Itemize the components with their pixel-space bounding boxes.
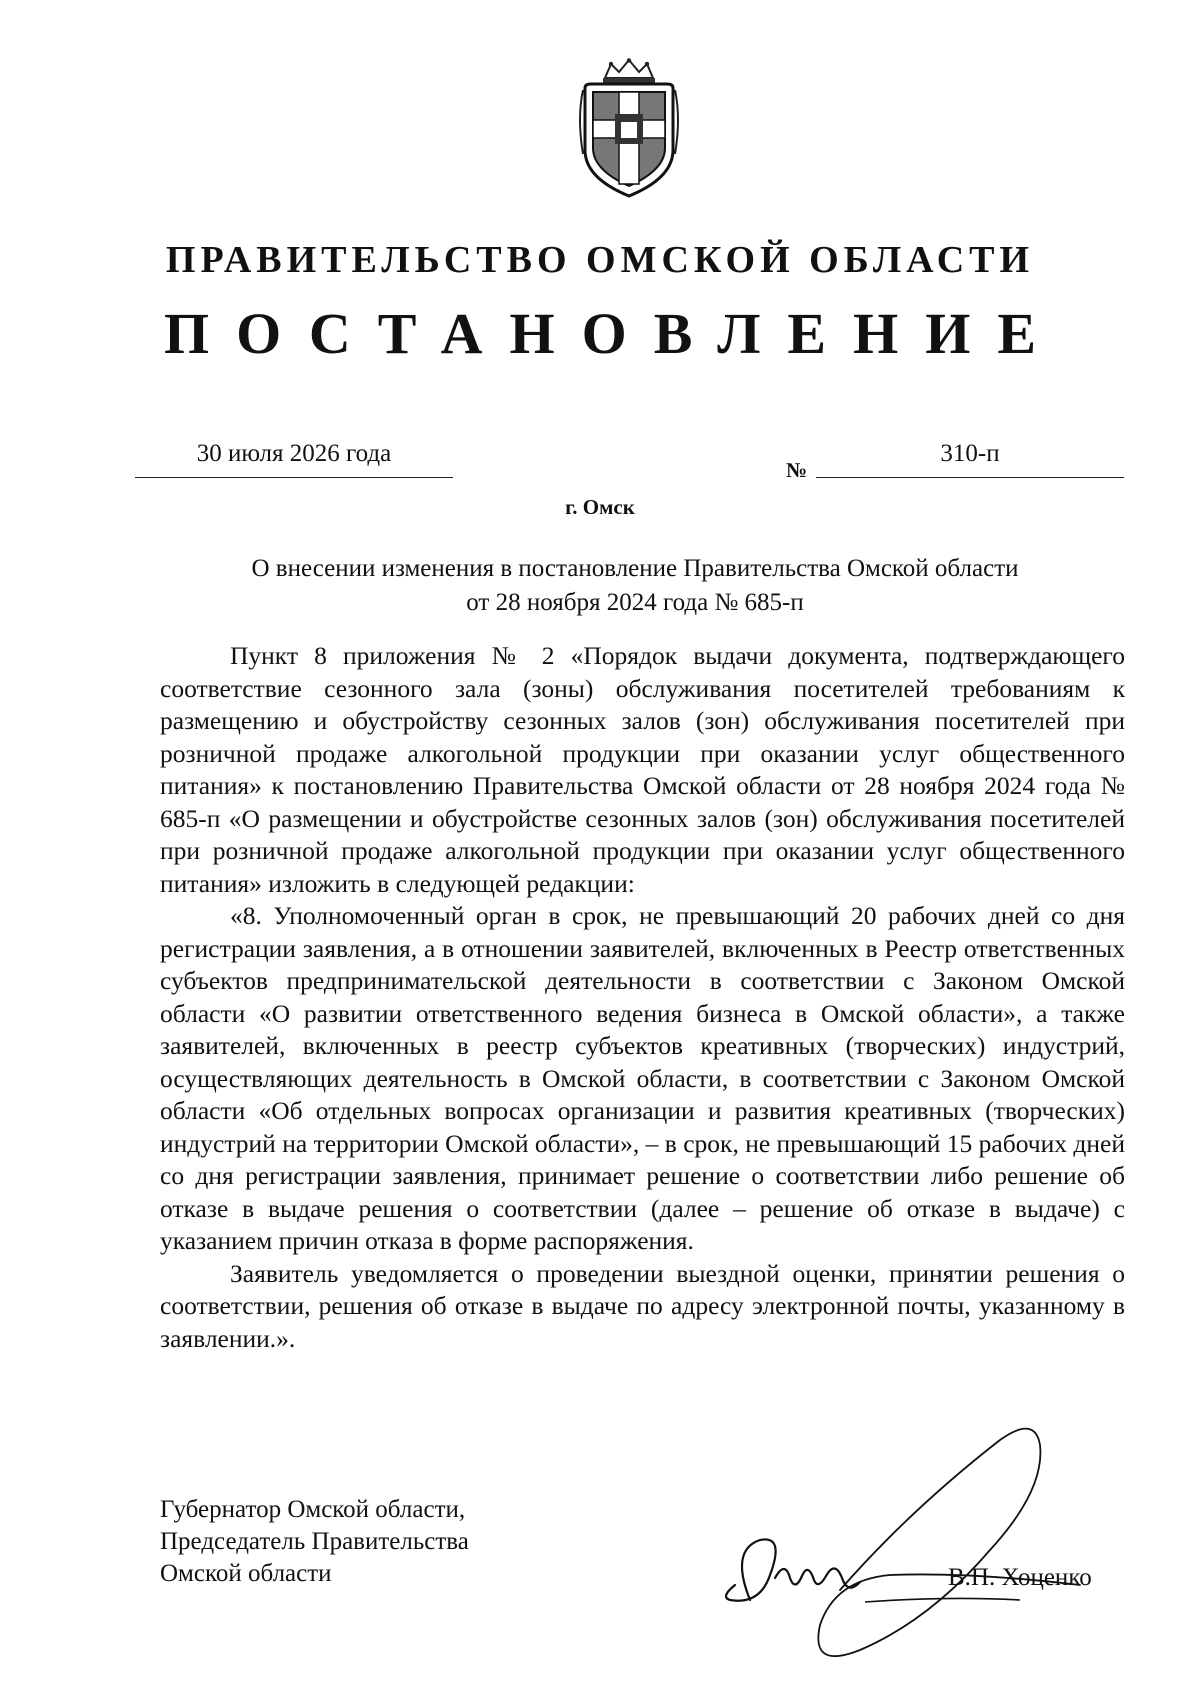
position-line: Омской области	[160, 1560, 332, 1587]
organization-title: ПРАВИТЕЛЬСТВО ОМСКОЙ ОБЛАСТИ	[165, 239, 1035, 281]
document-date: 30 июля 2026 года	[196, 440, 392, 467]
body-paragraph: Заявитель уведомляется о проведении выездной оценки, принятии решения о соответствии, решения об отказе в выдаче по адресу электронной почты, указанному в заявлении.».	[160, 1258, 1125, 1353]
handwritten-signature-icon	[690, 1400, 1100, 1680]
signer-name: В.П. Хоценко	[948, 1564, 1092, 1591]
position-line: Губернатор Омской области,	[160, 1496, 466, 1523]
subject-line: от 28 ноября 2024 года № 685-п	[466, 589, 804, 616]
subject-line: О внесении изменения в постановление Правительства Омской области	[251, 555, 1019, 582]
document-body	[160, 640, 1125, 1355]
document-subject	[160, 552, 1110, 620]
document-number: 310-п	[940, 440, 1000, 467]
coat-of-arms-icon	[575, 58, 683, 200]
number-label: №	[786, 458, 808, 482]
number-underline	[816, 477, 1124, 478]
position-line: Председатель Правительства	[160, 1528, 469, 1555]
body-paragraph: «8. Уполномоченный орган в срок, не превышающий 20 рабочих дней со дня регистрации заявления, а в отношении заявителей, включенных в Реестр ответственных субъектов предпринимательской деятельности в соответствии с Законом Омской области «О развитии ответственного ведения бизнеса в Омской области», а также заявителей, включенных в реестр субъектов креативных (творческих) индустрий, осуществляющих деятельность в Омской области, в соответствии с Законом Омской области «Об отдельных вопросах организации и развития креативных (творческих) индустрий на территории Омской области», – в срок, не превышающий 15 рабочих дней со дня регистрации заявления, принимает решение о соответствии либо решение об отказе в выдаче решения о соответствии (далее – решение об отказе в выдаче) с указанием причин отказа в форме распоряжения.	[160, 901, 1125, 1255]
document-type: ПОСТАНОВЛЕНИЕ	[163, 301, 1064, 366]
body-paragraph: Пункт 8 приложения № 2 «Порядок выдачи документа, подтверждающего соответствие сезонного зала (зоны) обслуживания посетителей требованиям к размещению и обустройству сезонных залов (зон) обслуживания посетителей при розничной продаже алкогольной продукции при оказании услуг общественного питания» к постановлению Правительства Омской области от 28 ноября 2024 года № 685-п «О размещении и обустройстве сезонных залов (зон) обслуживания посетителей при розничной продаже алкогольной продукции при оказании услуг общественного питания» изложить в следующей редакции:	[160, 641, 1125, 898]
signatory-position	[160, 1494, 469, 1590]
document-city: г. Омск	[565, 495, 635, 519]
date-underline	[135, 477, 453, 478]
